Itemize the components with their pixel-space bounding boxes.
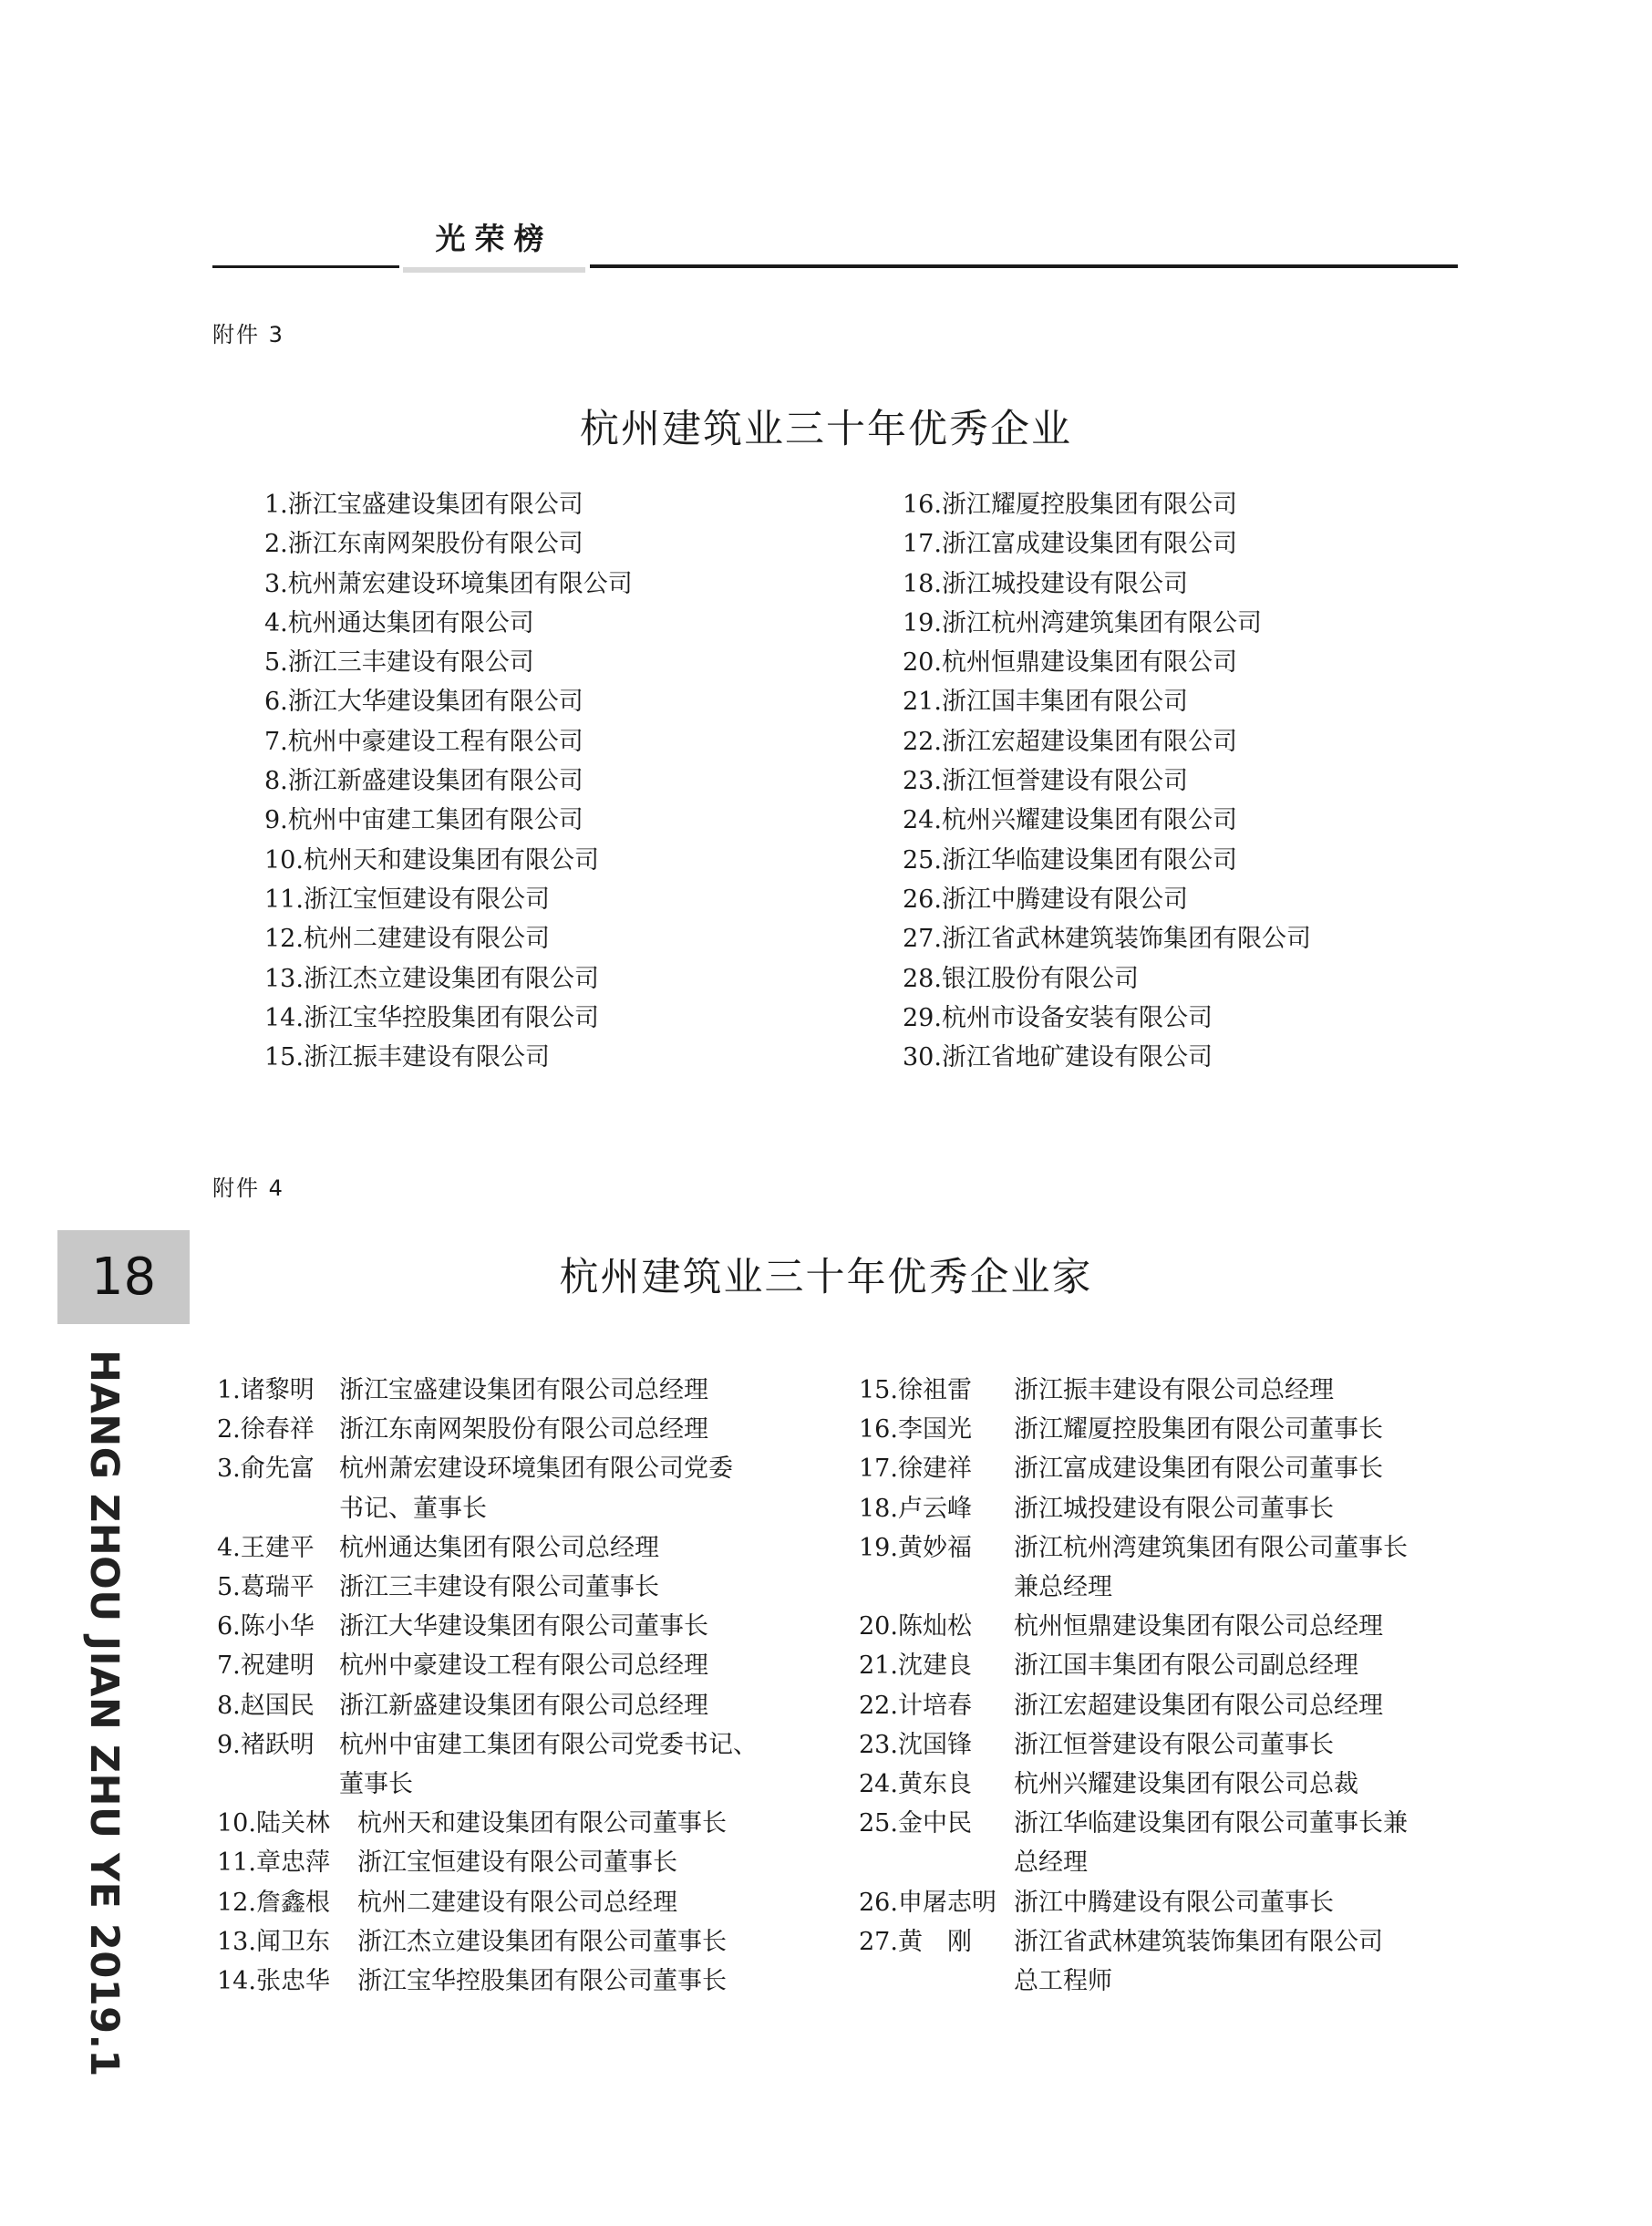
company-list-item: 22.浙江宏超建设集团有限公司 [903,727,1237,756]
entrepreneur-entry [217,1371,810,1410]
entrepreneur-entry [859,1922,1442,2001]
entrepreneur-entry [859,1646,1442,1685]
entrepreneur-entry [217,1883,810,1922]
entrepreneur-title: 浙江新盛建设集团有限公司总经理 [339,1691,708,1720]
company-list-item: 2.浙江东南网架股份有限公司 [264,530,583,559]
entrepreneur-title-continued: 兼总经理 [1014,1573,1112,1602]
company-list-item: 27.浙江省武林建筑装饰集团有限公司 [903,925,1311,954]
entrepreneur-title: 杭州中宙建工集团有限公司党委书记、 [339,1730,758,1759]
entrepreneur-list-right [859,1371,1442,2001]
company-list-item: 23.浙江恒誉建设有限公司 [903,767,1188,796]
entrepreneur-title: 浙江华临建设集团有限公司董事长兼 [1014,1809,1408,1838]
entrepreneur-entry [217,1646,810,1685]
company-list-item: 1.浙江宝盛建设集团有限公司 [264,491,583,519]
entrepreneur-entry [859,1528,1442,1607]
company-list-item: 24.杭州兴耀建设集团有限公司 [903,806,1237,835]
company-list-item: 15.浙江振丰建设有限公司 [264,1043,550,1072]
entrepreneur-title: 浙江振丰建设有限公司总经理 [1014,1376,1334,1404]
entrepreneur-title: 杭州中豪建设工程有限公司总经理 [339,1651,708,1681]
company-list-item: 4.杭州通达集团有限公司 [264,608,534,637]
entrepreneur-title: 浙江大华建设集团有限公司董事长 [339,1612,708,1641]
entrepreneur-entry [217,1449,810,1527]
attachment-4-label: 附件 4 [212,1175,284,1201]
company-list-item: 9.杭州中宙建工集团有限公司 [264,806,583,835]
entrepreneur-name: 16.李国光 [859,1415,972,1444]
entrepreneur-name: 25.金中民 [859,1809,972,1838]
entrepreneur-name: 8.赵国民 [217,1691,315,1720]
entrepreneur-title-continued: 书记、董事长 [339,1494,487,1523]
entrepreneur-entry [217,1410,810,1449]
company-list-left [264,485,633,1077]
entrepreneur-name: 18.卢云峰 [859,1494,972,1523]
entrepreneur-title: 杭州萧宏建设环境集团有限公司党委 [339,1455,733,1484]
entrepreneur-entry [859,1410,1442,1449]
entrepreneur-name: 13.闻卫东 [217,1927,330,1956]
entrepreneur-name: 15.徐祖雷 [859,1376,972,1404]
company-list-item: 19.浙江杭州湾建筑集团有限公司 [903,608,1262,637]
entrepreneur-entry [217,1843,810,1882]
entrepreneur-title: 浙江国丰集团有限公司副总经理 [1014,1651,1358,1681]
entrepreneur-entry [217,1962,810,2001]
entrepreneur-name: 27.黄 刚 [859,1927,972,1956]
entrepreneur-title: 浙江宝盛建设集团有限公司总经理 [339,1376,708,1404]
entrepreneur-name: 14.张忠华 [217,1967,330,1996]
entrepreneur-entry [859,1489,1442,1528]
magazine-name-vertical: HANG ZHOU JIAN ZHU YE 2019.1 [81,1350,127,2077]
entrepreneur-name: 24.黄东良 [859,1770,972,1799]
entrepreneur-title: 浙江省武林建筑装饰集团有限公司 [1014,1927,1383,1956]
entrepreneur-name: 11.章忠萍 [217,1848,330,1878]
entrepreneur-entry [859,1449,1442,1488]
entrepreneur-entry [217,1607,810,1646]
attachment-4-title: 杭州建筑业三十年优秀企业家 [559,1255,1093,1300]
entrepreneur-name: 26.申屠志明 [859,1888,996,1917]
company-list-item: 5.浙江三丰建设有限公司 [264,648,534,678]
entrepreneur-name: 19.黄妙福 [859,1533,972,1562]
entrepreneur-title: 浙江城投建设有限公司董事长 [1014,1494,1334,1523]
section-tab-shade [403,267,585,273]
company-list-item: 17.浙江富成建设集团有限公司 [903,530,1237,559]
entrepreneur-entry [859,1804,1442,1882]
entrepreneur-entry [859,1371,1442,1410]
company-list-item: 28.银江股份有限公司 [903,964,1139,993]
entrepreneur-entry [859,1607,1442,1646]
company-list-item: 3.杭州萧宏建设环境集团有限公司 [264,569,633,598]
entrepreneur-entry [217,1725,810,1804]
entrepreneur-title: 浙江杭州湾建筑集团有限公司董事长 [1014,1533,1408,1562]
attachment-3-label: 附件 3 [212,322,284,347]
entrepreneur-title: 杭州天和建设集团有限公司董事长 [357,1809,727,1838]
entrepreneur-title: 杭州恒鼎建设集团有限公司总经理 [1014,1612,1383,1641]
entrepreneur-title: 浙江富成建设集团有限公司董事长 [1014,1455,1383,1484]
company-list-item: 21.浙江国丰集团有限公司 [903,688,1188,717]
company-list-item: 16.浙江耀厦控股集团有限公司 [903,491,1237,519]
entrepreneur-name: 2.徐春祥 [217,1415,315,1444]
section-tab [403,216,585,273]
company-list-right [903,485,1311,1077]
entrepreneur-entry [217,1568,810,1607]
company-list-item: 13.浙江杰立建设集团有限公司 [264,964,599,993]
entrepreneur-name: 21.沈建良 [859,1651,972,1681]
entrepreneur-name: 9.褚跃明 [217,1730,315,1759]
company-list-item: 7.杭州中豪建设工程有限公司 [264,727,583,756]
entrepreneur-title: 浙江恒誉建设有限公司董事长 [1014,1730,1334,1759]
entrepreneur-name: 17.徐建祥 [859,1455,972,1484]
company-list-item: 30.浙江省地矿建设有限公司 [903,1043,1213,1072]
entrepreneur-name: 4.王建平 [217,1533,315,1562]
company-list-item: 12.杭州二建建设有限公司 [264,925,550,954]
entrepreneur-title-continued: 总经理 [1014,1848,1088,1878]
entrepreneur-title: 浙江宏超建设集团有限公司总经理 [1014,1691,1383,1720]
entrepreneur-entry [217,1804,810,1843]
entrepreneur-entry [859,1883,1442,1922]
entrepreneur-entry [217,1686,810,1725]
entrepreneur-name: 5.葛瑞平 [217,1573,315,1602]
entrepreneur-entry [217,1528,810,1568]
company-list-item: 6.浙江大华建设集团有限公司 [264,688,583,717]
entrepreneur-entry [217,1922,810,1962]
page-number: 18 [90,1248,157,1307]
company-list-item: 18.浙江城投建设有限公司 [903,569,1188,598]
entrepreneur-title: 浙江宝恒建设有限公司董事长 [357,1848,677,1878]
section-label: 光荣榜 [435,221,553,256]
company-list-item: 29.杭州市设备安装有限公司 [903,1003,1213,1032]
entrepreneur-name: 7.祝建明 [217,1651,315,1681]
entrepreneur-title: 浙江东南网架股份有限公司总经理 [339,1415,708,1444]
entrepreneur-title-continued: 总工程师 [1014,1967,1112,1996]
entrepreneur-title: 浙江杰立建设集团有限公司董事长 [357,1927,727,1956]
entrepreneur-name: 23.沈国锋 [859,1730,972,1759]
company-list-item: 25.浙江华临建设集团有限公司 [903,845,1237,875]
entrepreneur-name: 10.陆关林 [217,1809,330,1838]
entrepreneur-entry [859,1765,1442,1804]
entrepreneur-name: 3.俞先富 [217,1455,315,1484]
entrepreneur-entry [859,1725,1442,1765]
company-list-item: 10.杭州天和建设集团有限公司 [264,845,599,875]
attachment-3-title: 杭州建筑业三十年优秀企业 [580,407,1072,452]
entrepreneur-title: 杭州通达集团有限公司总经理 [339,1533,659,1562]
entrepreneur-entry [859,1686,1442,1725]
entrepreneur-title: 杭州兴耀建设集团有限公司总裁 [1014,1770,1358,1799]
entrepreneur-title: 浙江三丰建设有限公司董事长 [339,1573,659,1602]
page-number-box [57,1230,190,1324]
company-list-item: 11.浙江宝恒建设有限公司 [264,885,550,914]
entrepreneur-name: 1.诸黎明 [217,1376,315,1404]
company-list-item: 20.杭州恒鼎建设集团有限公司 [903,648,1237,678]
entrepreneur-title-continued: 董事长 [339,1770,413,1799]
entrepreneur-name: 6.陈小华 [217,1612,315,1641]
company-list-item: 8.浙江新盛建设集团有限公司 [264,767,583,796]
header-rule-left [212,265,399,268]
entrepreneur-title: 浙江宝华控股集团有限公司董事长 [357,1967,727,1996]
entrepreneur-title: 浙江耀厦控股集团有限公司董事长 [1014,1415,1383,1444]
entrepreneur-title: 浙江中腾建设有限公司董事长 [1014,1888,1334,1917]
entrepreneur-name: 20.陈灿松 [859,1612,972,1641]
header-rule-right [590,264,1458,268]
entrepreneur-name: 12.詹鑫根 [217,1888,330,1917]
entrepreneur-title: 杭州二建建设有限公司总经理 [357,1888,677,1917]
entrepreneur-name: 22.计培春 [859,1691,972,1720]
company-list-item: 14.浙江宝华控股集团有限公司 [264,1003,599,1032]
entrepreneur-list-left [217,1371,810,2001]
company-list-item: 26.浙江中腾建设有限公司 [903,885,1188,914]
